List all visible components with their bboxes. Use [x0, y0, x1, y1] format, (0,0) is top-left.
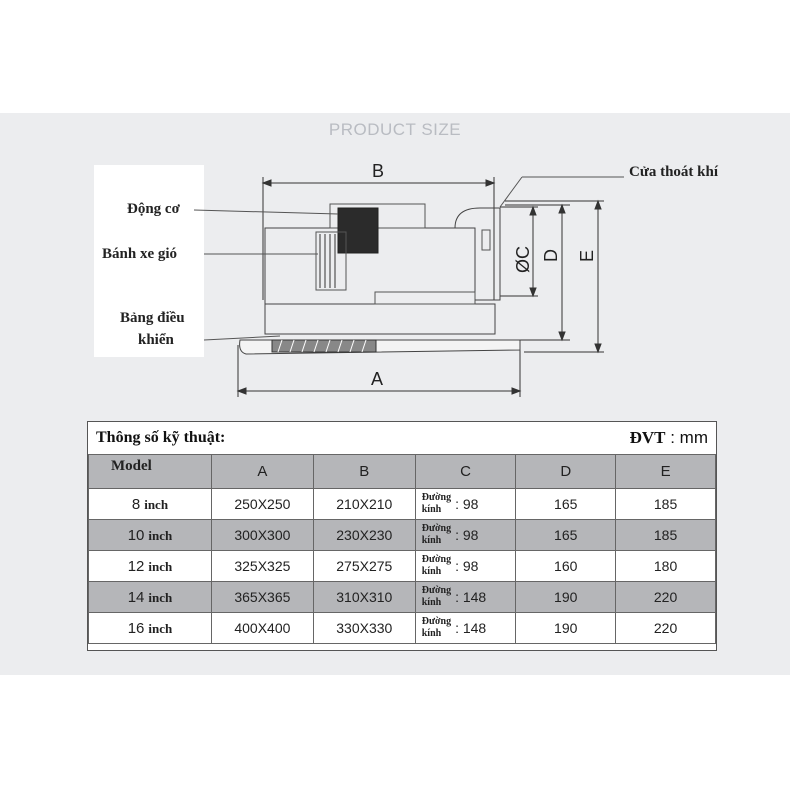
cell-b: 210X210 — [313, 489, 415, 520]
dim-label-a: A — [371, 369, 384, 389]
label-motor: Động cơ — [127, 201, 180, 217]
spec-unit — [630, 428, 708, 448]
diameter-label-line2: kính — [421, 566, 442, 577]
table-row — [89, 551, 716, 582]
model-unit: inch — [148, 620, 173, 636]
arrow-top-e — [595, 201, 601, 209]
diameter-value: : 98 — [455, 558, 479, 574]
diameter-label-line1: Đường — [421, 523, 452, 534]
diameter-label-line2: kính — [421, 535, 442, 546]
cell-e: 185 — [616, 489, 716, 520]
cell-b: 230X230 — [313, 520, 415, 551]
label-control-panel-line1: Bảng điều — [120, 310, 185, 326]
spec-table — [88, 454, 716, 644]
col-header-b: B — [313, 455, 415, 489]
model-number: 12 — [127, 557, 145, 575]
dim-label-d: D — [541, 249, 561, 262]
cell-e: 185 — [616, 520, 716, 551]
diameter-value: : 148 — [455, 620, 487, 636]
spec-table-card — [87, 421, 717, 651]
model-unit: inch — [148, 558, 173, 574]
cell-c — [415, 489, 516, 520]
dim-label-e: E — [577, 249, 597, 262]
col-header-c: C — [415, 455, 516, 489]
cell-e: 220 — [616, 582, 716, 613]
cell-c — [415, 551, 516, 582]
diameter-label — [422, 554, 451, 578]
arrow-top-d — [559, 205, 565, 213]
model-unit: inch — [148, 527, 173, 543]
outlet-duct — [455, 208, 500, 300]
cell-model — [89, 520, 212, 551]
cell-c — [415, 582, 516, 613]
cell-model — [89, 582, 212, 613]
cell-b: 310X310 — [313, 582, 415, 613]
diameter-label — [422, 492, 451, 516]
cell-d: 160 — [516, 551, 616, 582]
diameter-value: : 98 — [455, 527, 479, 543]
table-row — [89, 582, 716, 613]
cell-e: 220 — [616, 613, 716, 644]
diameter-label-line1: Đường — [421, 616, 452, 627]
col-header-e: E — [616, 455, 716, 489]
arrow-right-a — [512, 388, 520, 394]
label-outlet: Cửa thoát khí — [629, 164, 719, 180]
cell-c — [415, 520, 516, 551]
cell-d: 165 — [516, 520, 616, 551]
arrow-bottom-e — [595, 344, 601, 352]
cell-e: 180 — [616, 551, 716, 582]
model-unit: inch — [148, 589, 173, 605]
arrow-left-a — [238, 388, 246, 394]
cell-d: 165 — [516, 489, 616, 520]
cell-a: 400X400 — [211, 613, 313, 644]
outlet-flap — [482, 230, 490, 250]
diameter-label-line2: kính — [421, 628, 442, 639]
label-control-panel-line2: khiển — [138, 332, 174, 348]
dim-label-b: B — [372, 161, 385, 181]
table-header-row — [89, 455, 716, 489]
cell-d: 190 — [516, 582, 616, 613]
diameter-label-line1: Đường — [421, 554, 452, 565]
arrow-right-b — [486, 180, 494, 186]
leader-outlet-d — [500, 177, 522, 207]
col-header-d: D — [516, 455, 616, 489]
arrow-bottom-d — [559, 332, 565, 340]
model-unit: inch — [144, 496, 169, 512]
diameter-label-line1: Đường — [421, 492, 452, 503]
diameter-label-line2: kính — [421, 504, 442, 515]
diameter-label — [422, 616, 451, 640]
label-fan-wheel: Bánh xe gió — [102, 246, 178, 262]
model-number: 16 — [127, 619, 145, 637]
inner-panel — [375, 292, 475, 304]
model-number: 10 — [127, 526, 145, 544]
diameter-value: : 148 — [455, 589, 487, 605]
spec-rows — [89, 489, 716, 644]
motor-block — [338, 208, 378, 253]
diameter-value: : 98 — [455, 496, 479, 512]
grille-vents — [272, 340, 376, 352]
unit-label: ĐVT — [629, 428, 666, 447]
col-header-model: Model — [89, 455, 212, 489]
col-header-a: A — [211, 455, 313, 489]
page-title: PRODUCT SIZE — [328, 120, 462, 139]
diameter-label-line1: Đường — [421, 585, 452, 596]
table-row — [89, 489, 716, 520]
cell-d: 190 — [516, 613, 616, 644]
leader-motor — [194, 210, 338, 214]
diameter-label-line2: kính — [421, 597, 442, 608]
control-housing — [265, 304, 495, 334]
diameter-label — [422, 585, 451, 609]
cell-a: 365X365 — [211, 582, 313, 613]
cell-c — [415, 613, 516, 644]
dim-label-c: ØC — [513, 246, 533, 273]
cell-b: 275X275 — [313, 551, 415, 582]
arrow-top-c — [530, 207, 536, 215]
leader-control-panel — [204, 336, 280, 340]
unit-value: : mm — [670, 428, 708, 447]
diameter-label — [422, 523, 451, 547]
cell-model — [89, 551, 212, 582]
table-row — [89, 613, 716, 644]
cell-a: 250X250 — [211, 489, 313, 520]
arrow-bottom-c — [530, 288, 536, 296]
cell-a: 300X300 — [211, 520, 313, 551]
cell-a: 325X325 — [211, 551, 313, 582]
arrow-left-b — [263, 180, 271, 186]
model-number: 14 — [127, 588, 145, 606]
model-number: 8 — [131, 495, 141, 513]
spec-table-header — [88, 422, 716, 454]
cell-model — [89, 489, 212, 520]
spec-title: Thông số kỹ thuật: — [96, 429, 226, 446]
table-row — [89, 520, 716, 551]
cell-b: 330X330 — [313, 613, 415, 644]
cell-model — [89, 613, 212, 644]
